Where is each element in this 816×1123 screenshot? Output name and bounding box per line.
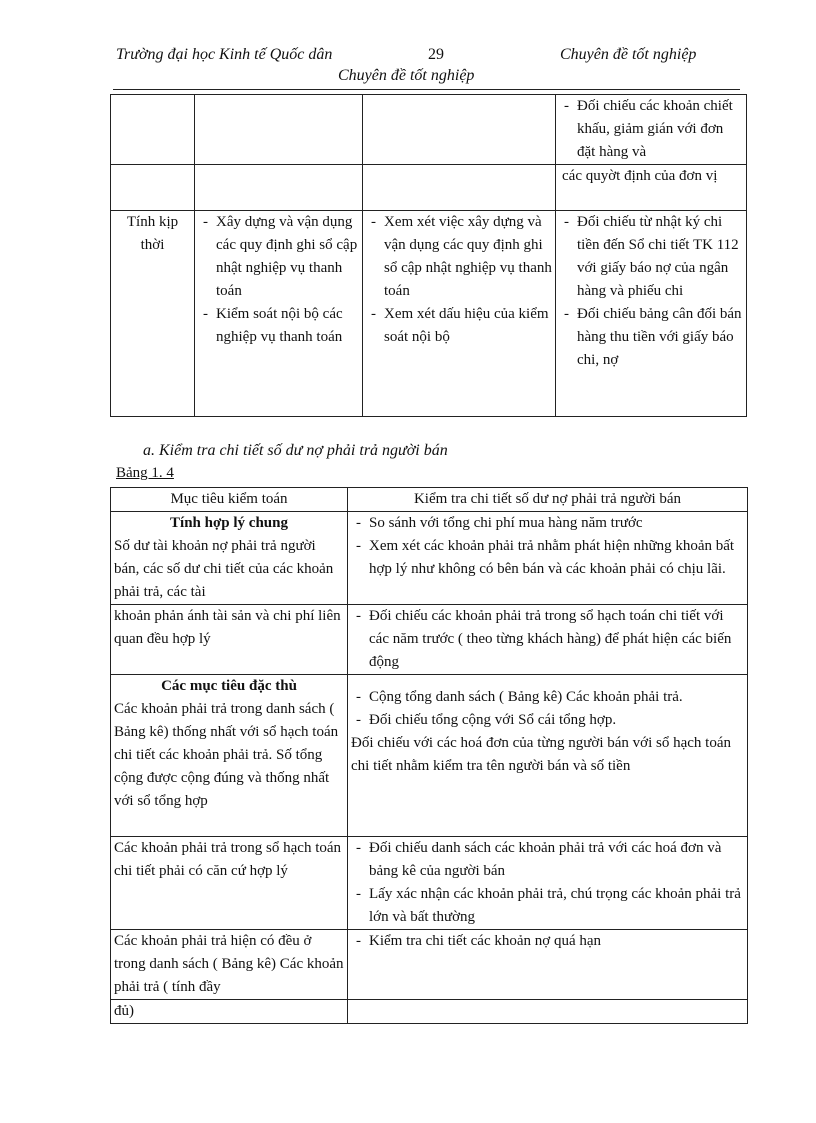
list-item: - Đối chiếu các khoản phải trả trong sổ hạch toán chi tiết với các năm trước ( theo từng khách hàng) để phát hiện các biến động xyxy=(351,605,744,674)
procedure-cell xyxy=(348,837,748,930)
table-row xyxy=(111,1000,748,1024)
table-cell xyxy=(195,165,363,211)
objective-cell xyxy=(111,605,348,675)
column-header: Mục tiêu kiểm toán xyxy=(111,488,348,512)
table-cell xyxy=(111,95,195,165)
objective-cell xyxy=(111,930,348,1000)
cell-text: khoản phản ánh tài sản và chi phí liên quan đều hợp lý xyxy=(114,608,341,647)
table-row xyxy=(111,95,747,165)
header-subtitle: Chuyên đề tốt nghiệp xyxy=(338,67,475,84)
table-cell xyxy=(556,95,747,165)
column-header: Kiểm tra chi tiết số dư nợ phải trả người bán xyxy=(348,488,748,512)
procedure-cell xyxy=(348,930,748,1000)
table-cell xyxy=(195,95,363,165)
objective-cell xyxy=(111,675,348,837)
cell-text: các quyờt định của đơn vị xyxy=(562,168,718,184)
table-cell xyxy=(363,165,556,211)
table-header-row xyxy=(111,488,748,512)
objective-cell: Tính kịp thời xyxy=(111,211,195,417)
table-row xyxy=(111,675,748,837)
table-caption: Bảng 1. 4 xyxy=(116,465,174,481)
procedure-cell xyxy=(348,512,748,605)
list-item: - Kiểm soát nội bộ các nghiệp vụ thanh toán xyxy=(198,303,359,349)
substantive-cell xyxy=(556,211,747,417)
table-row xyxy=(111,930,748,1000)
list-item: - Xem xét dấu hiệu của kiểm soát nội bộ xyxy=(366,303,552,349)
list-item: - Xem xét các khoản phải trả nhằm phát hiện những khoản bất hợp lý như không có bên bán và các khoản phải có chịu lãi. xyxy=(351,535,744,581)
table-row xyxy=(111,605,748,675)
list-item: - Xem xét việc xây dựng và vận dụng các quy định ghi sổ cập nhật nghiệp vụ thanh toán xyxy=(366,211,552,303)
list-item: - Đối chiếu tổng cộng với Sổ cái tổng hợp. xyxy=(351,709,744,732)
objective-cell xyxy=(111,1000,348,1024)
table-cell xyxy=(556,165,747,211)
payables-detail-table xyxy=(110,487,748,1024)
procedure-cell xyxy=(348,675,748,837)
list-item: - Đối chiếu danh sách các khoản phải trả với các hoá đơn và bảng kê của người bán xyxy=(351,837,744,883)
table-cell xyxy=(348,1000,748,1024)
cell-text: Các khoản phải trả trong danh sách ( Bảng kê) thống nhất với sổ hạch toán chi tiết các khoản phải trả. Số tổng cộng được cộng đúng và thống nhất với sổ tổng hợp xyxy=(114,701,339,809)
test-cell xyxy=(363,211,556,417)
header-school: Trường đại học Kinh tế Quốc dân xyxy=(116,46,333,63)
list-item: - Cộng tổng danh sách ( Bảng kê) Các khoản phải trả. xyxy=(351,686,744,709)
cell-text: đủ) xyxy=(114,1003,134,1019)
table-row xyxy=(111,211,747,417)
cell-text: Các khoản phải trả hiện có đều ở trong danh sách ( Bảng kê) Các khoản phải trả ( tính đầy xyxy=(114,933,344,995)
cell-text: Đối chiếu với các hoá đơn của từng người bán với sổ hạch toán chi tiết nhằm kiểm tra tên người bán và số tiền xyxy=(351,735,731,774)
row-title: Tính hợp lý chung xyxy=(170,515,288,531)
table-row xyxy=(111,837,748,930)
row-title: Các mục tiêu đặc thù xyxy=(161,678,297,694)
table-cell xyxy=(111,165,195,211)
cell-text: Các khoản phải trả trong sổ hạch toán chi tiết phải có căn cứ hợp lý xyxy=(114,840,342,879)
table-cell xyxy=(363,95,556,165)
header-rule xyxy=(113,89,740,90)
objective-cell xyxy=(111,837,348,930)
header-title-right: Chuyên đề tốt nghiệp xyxy=(560,46,697,63)
procedure-cell xyxy=(195,211,363,417)
list-item: - So sánh với tổng chi phí mua hàng năm trước xyxy=(351,512,744,535)
list-item: - Đối chiếu bảng cân đối bán hàng thu tiền với giấy báo chi, nợ xyxy=(559,303,743,372)
list-item: - Đối chiếu các khoản chiết khấu, giảm gián với đơn đặt hàng và xyxy=(559,95,743,164)
section-heading-a: a. Kiểm tra chi tiết số dư nợ phải trả người bán xyxy=(143,442,448,459)
page-number: 29 xyxy=(428,46,444,63)
table-row xyxy=(111,512,748,605)
procedure-cell xyxy=(348,605,748,675)
table-row xyxy=(111,165,747,211)
cell-text: Số dư tài khoản nợ phải trả người bán, các số dư chi tiết của các khoản phải trả, các tài xyxy=(114,538,334,600)
list-item: - Lấy xác nhận các khoản phải trả, chú trọng các khoản phải trả lớn và bất thường xyxy=(351,883,744,929)
control-test-table xyxy=(110,94,747,417)
objective-cell xyxy=(111,512,348,605)
list-item: - Đối chiếu từ nhật ký chi tiền đến Sổ chi tiết TK 112 với giấy báo nợ của ngân hàng và phiếu chi xyxy=(559,211,743,303)
list-item: - Xây dựng và vận dụng các quy định ghi sổ cập nhật nghiệp vụ thanh toán xyxy=(198,211,359,303)
list-item: - Kiểm tra chi tiết các khoản nợ quá hạn xyxy=(351,930,744,953)
